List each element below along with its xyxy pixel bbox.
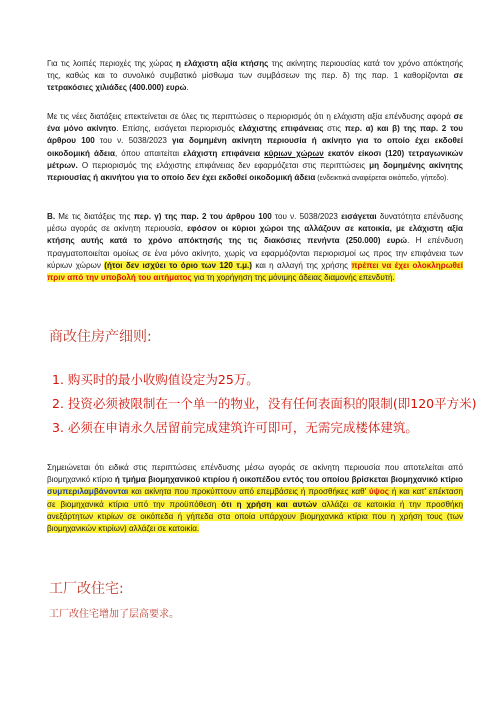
bold-span: σε ένα μόνο ακίνητο [47,112,463,134]
bold-span: για δομημένη ακίνητη περιουσία ή ακίνητο για το οποίο έχει εκδοθεί οικοδομική άδεια [47,136,463,158]
highlighted-red-span: πρέπει να έχει ολοκληρωθεί πριν από την υποβολή του αιτήματος [47,260,464,283]
text-span: . Επίσης, εισάγεται περιορισμός [116,124,239,134]
highlighted-span: ή και κατ' επέκταση σε βιομηχανικά κτίρια υπό την προϋπόθεση [47,487,463,509]
text-span: του ν. 5038/2023 [94,136,173,146]
text-span: . [186,83,189,93]
highlighted-span: αλλάζει σε κατοικία ή την προσθήκη ανεξάρτητων κτιρίων σε οικόπεδα ή γήπεδα στα οποία υπάρχουν βιομηχανικά κτίρια που η χρήση τους (των βιομηχανικών κτιρίων) αλλάζει σε κατοικία. [47,499,464,534]
bold-span: η ελάχιστη αξία κτήσης [175,59,269,68]
chinese-factory-note: 工厂改住宅增加了层高要求。 [49,609,179,620]
highlighted-red-span: ύψος [369,487,389,497]
bold-span: ελάχιστη επιφάνεια [183,148,265,158]
chinese-heading-commercial-rules: 商改住房产细则: [49,329,152,345]
text-span: Ο περιορισμός της ελάχιστης επιφάνειας δεν εφαρμόζεται στις περιπτώσεις [77,160,370,170]
paragraph-min-value-other-areas [47,58,463,95]
highlighted-span: και ακίνητα που προκύπτουν από επεμβάσεις ή προσθήκες καθ' [128,487,370,497]
text-span: και η αλλαγή της χρήσης [252,260,352,270]
text-span: της ακίνητης περιουσίας κατά τον χρόνο απόκτησής της, καθώς και το συνολικό συμβατικό μίσθωμα των συμβάσεων της περ. δ) της παρ. 1 καθορίζονται [47,59,463,81]
chinese-rule-2: 2. 投资必须被限制在一个单一的物业，没有任何表面积的限制(即120平方米) [52,396,477,411]
bold-span: περ. γ) της παρ. 2 του άρθρου 100 [133,212,272,221]
paragraph-min-surface-restriction [47,111,463,185]
chinese-rule-3: 3. 必须在申请永久居留前完成建筑许可即可，无需完成楼体建筑。 [52,420,418,435]
bold-span: περ. α) και β) της παρ. 2 του άρθρου 100 [47,124,463,146]
highlighted-bold-span: ότι η χρήση και αυτών [221,499,318,509]
highlighted-span: (ήτοι δεν ισχύει το όριο των 120 τ.μ.) [104,260,253,270]
highlighted-bold-span: συμπεριλαμβάνονται [47,487,129,497]
bold-span: εισάγεται [341,212,377,221]
chinese-rule-1: 1. 购买时的最小收购值设定为25万。 [52,372,259,387]
text-span: Σημειώνεται ότι ειδικά στις περιπτώσεις επένδυσης μέσω αγοράς σε ακίνητη περιουσία που αποτελείται από βιομηχανικό κτίριο [47,463,463,485]
text-span: του ν. 5038/2023 [271,212,342,221]
bold-span: ή τμήμα βιομηχανικού κτιρίου ή οικοπέδου εντός του οποίου βρίσκεται βιομηχανικό κτίριο [114,475,463,485]
highlighted-span: για τη χορήγηση της μόνιμης άδειας διαμονής επενδυτή. [191,273,395,283]
paragraph-industrial-building [47,462,463,535]
text-span: Με τις νέες διατάξεις επεκτείνεται σε όλες τις περιπτώσεις ο περιορισμός ότι η ελάχιστη αξία επένδυσης αφορά [47,112,454,121]
bold-span: εφόσον οι κύριοι χώροι της αλλάζουν σε κατοικία, με ελάχιστη αξία κτήσης αυτής κατά το χρόνο απόκτησής της τις διακόσιες πενήντα (250.000) ευρώ [47,224,463,246]
text-span: . Η επένδυση πραγματοποιείται ομοίως σε ένα μόνο ακίνητο, χωρίς να εφαρμόζονται περιορισμοί ως προς την επιφάνεια των κύριων χώρων [47,236,463,270]
text-span: δυνατότητα επένδυσης μέσω αγοράς σε ακίνητη περιουσία, [47,212,463,234]
bold-span: μη δομημένης ακίνητης περιουσίας ή ακινήτου για το οποίο δεν έχει εκδοθεί οικοδομική άδεια [47,160,463,183]
text-span: Για τις λοιπές περιοχές της χώρας [47,59,176,68]
underlined-span: κύριων χώρων [264,148,324,158]
bold-span: εκατόν είκοσι (120) τετραγωνικών μέτρων. [47,148,464,170]
text-span: Με τις διατάξεις της [55,212,134,221]
chinese-heading-factory-to-residential: 工厂改住宅: [49,581,124,597]
bold-span: σε τετρακόσιες χιλιάδες (400.000) ευρώ [47,71,463,93]
text-span: (ενδεικτικά αναφέρεται οικόπεδο, γήπεδο). [315,175,449,183]
section-letter: Β. [47,212,56,221]
bold-span: ελάχιστης επιφάνειας [238,124,324,134]
text-span: , όπου απαιτείται [114,148,184,158]
text-span: στις [323,124,345,134]
paragraph-commercial-to-residential [47,211,463,284]
